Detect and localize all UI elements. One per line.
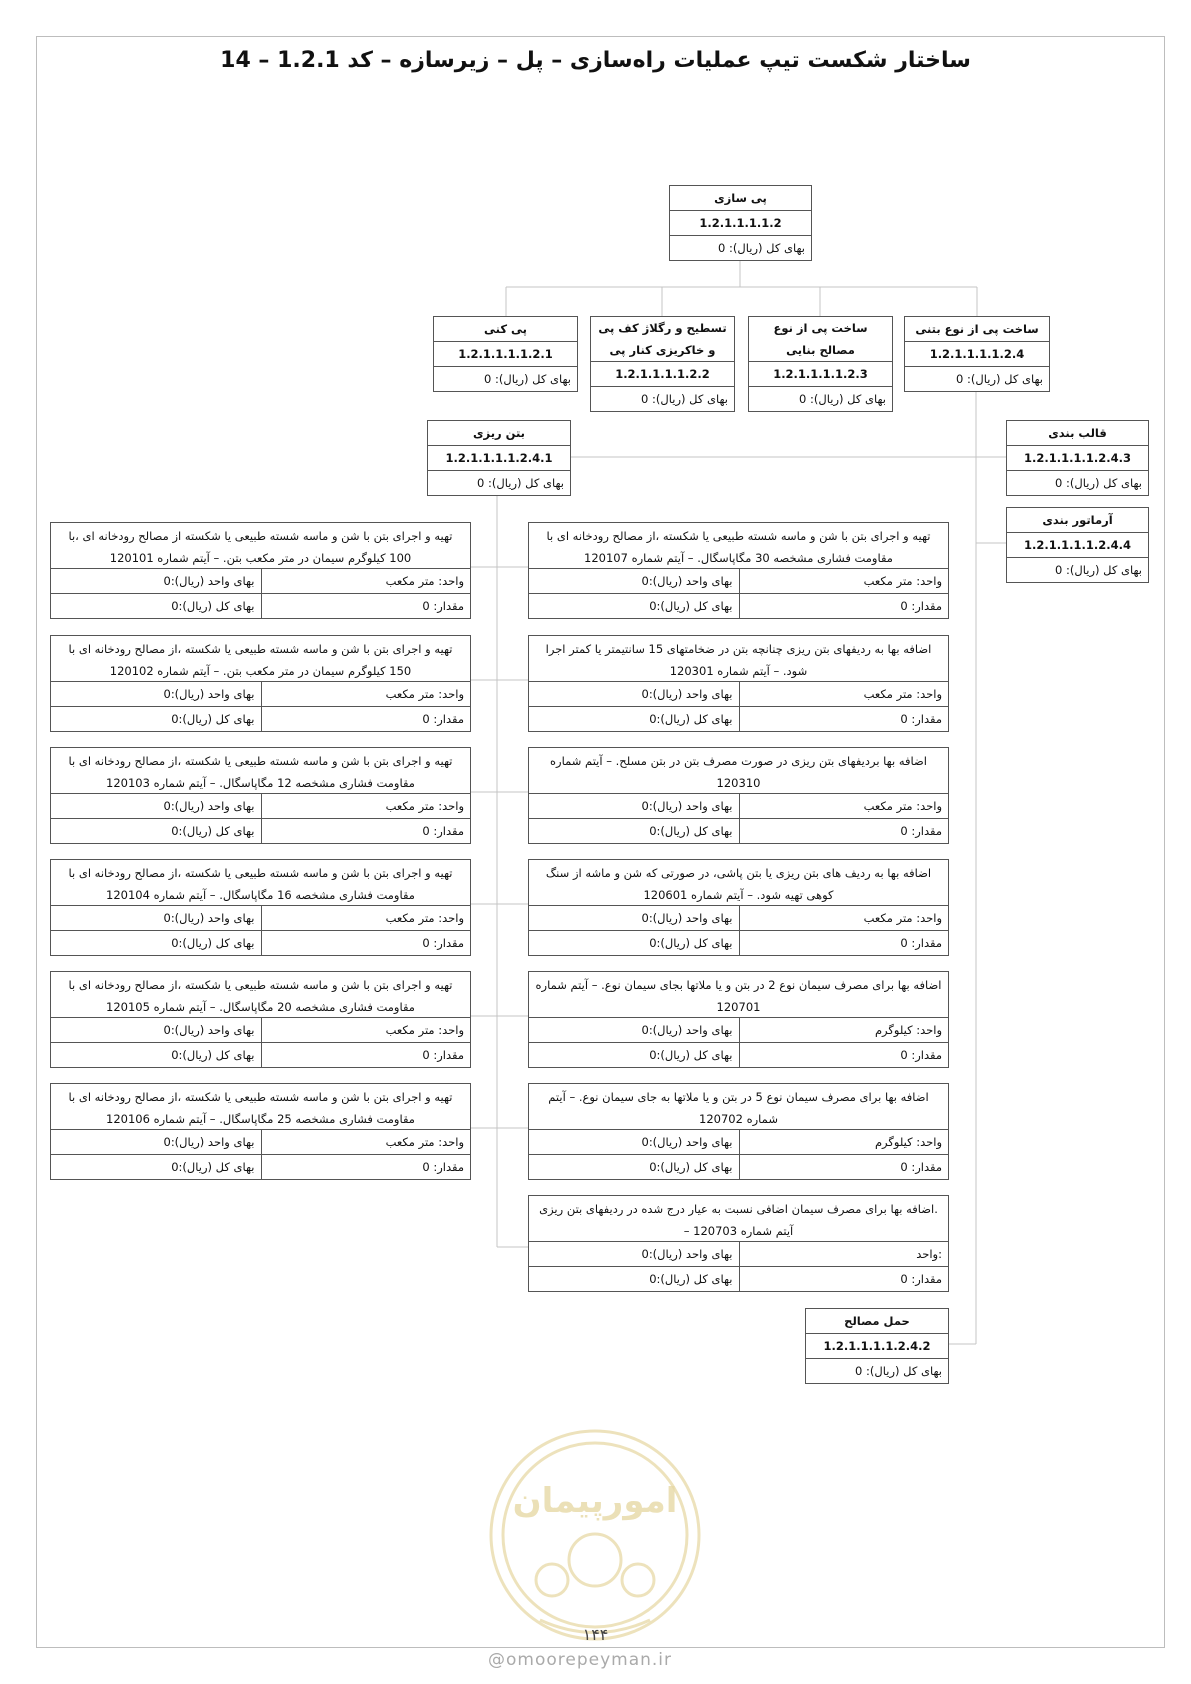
item-description: اضافه بها برای مصرف سیمان نوع 5 در بتن و یا ملاتها به جای سیمان نوع. – آیتم شماره 120702 xyxy=(529,1084,948,1130)
node-name: حمل مصالح xyxy=(806,1309,948,1334)
node-material-transport[interactable] xyxy=(805,1308,949,1384)
item-quantity: مقدار: 0 xyxy=(739,1267,949,1291)
node-price: بهای کل (ریال): 0 xyxy=(799,392,886,406)
item-quantity: مقدار: 0 xyxy=(261,931,471,955)
work-item-120104[interactable] xyxy=(50,859,471,956)
item-unit-price: بهای واحد (ریال):0 xyxy=(641,574,733,588)
item-total-price: بهای کل (ریال):0 xyxy=(649,712,733,726)
node-code: 1.2.1.1.1.1.2.4.2 xyxy=(806,1334,948,1359)
item-unit: واحد: متر مکعب xyxy=(739,794,949,818)
work-item-120301[interactable] xyxy=(528,635,949,732)
node-code: 1.2.1.1.1.1.2 xyxy=(670,211,811,236)
watermark-site: @omoorepeyman.ir xyxy=(488,1650,673,1670)
item-total-price: بهای کل (ریال):0 xyxy=(649,1048,733,1062)
item-description: تهیه و اجرای بتن با شن و ماسه شسته طبیعی یا شکسته ،از مصالح رودخانه ای با مقاومت فشاری مشخصه 16 مگاپاسگال. – آیتم شماره 120104 xyxy=(51,860,470,906)
item-unit-price: بهای واحد (ریال):0 xyxy=(163,1023,255,1037)
node-price: بهای کل (ریال): 0 xyxy=(1055,563,1142,577)
page-title: ساختار شکست تیپ عملیات راه‌سازی – پل – زیرسازه – کد 1.2.1 – 14 xyxy=(220,48,971,73)
item-quantity: مقدار: 0 xyxy=(739,931,949,955)
item-unit: واحد: متر مکعب xyxy=(261,1018,471,1042)
work-item-120102[interactable] xyxy=(50,635,471,732)
item-quantity: مقدار: 0 xyxy=(739,594,949,618)
node-code: 1.2.1.1.1.1.2.4 xyxy=(905,342,1049,367)
watermark-seal xyxy=(480,1420,710,1650)
item-total-price: بهای کل (ریال):0 xyxy=(171,599,255,613)
item-total-price: بهای کل (ریال):0 xyxy=(649,1160,733,1174)
node-code: 1.2.1.1.1.1.2.4.4 xyxy=(1007,533,1148,558)
item-quantity: مقدار: 0 xyxy=(261,1043,471,1067)
item-unit: واحد: متر مکعب xyxy=(261,682,471,706)
work-item-120703[interactable] xyxy=(528,1195,949,1292)
node-name: آرماتور بندی xyxy=(1007,508,1148,533)
item-total-price: بهای کل (ریال):0 xyxy=(171,824,255,838)
node-concreting[interactable] xyxy=(427,420,571,496)
item-total-price: بهای کل (ریال):0 xyxy=(171,936,255,950)
node-rebar[interactable] xyxy=(1006,507,1149,583)
item-quantity: مقدار: 0 xyxy=(261,594,471,618)
item-quantity: مقدار: 0 xyxy=(261,819,471,843)
item-unit-price: بهای واحد (ریال):0 xyxy=(163,911,255,925)
item-total-price: بهای کل (ریال):0 xyxy=(171,712,255,726)
node-foundation[interactable] xyxy=(669,185,812,261)
node-price: بهای کل (ریال): 0 xyxy=(641,392,728,406)
item-description: تهیه و اجرای بتن با شن و ماسه شسته طبیعی یا شکسته ،از مصالح رودخانه ای با مقاومت فشاری مشخصه 20 مگاپاسگال. – آیتم شماره 120105 xyxy=(51,972,470,1018)
page-number: ۱۴۴ xyxy=(582,1625,609,1644)
work-item-120701[interactable] xyxy=(528,971,949,1068)
work-item-120107[interactable] xyxy=(528,522,949,619)
item-unit-price: بهای واحد (ریال):0 xyxy=(641,1135,733,1149)
node-price: بهای کل (ریال): 0 xyxy=(1055,476,1142,490)
node-price: بهای کل (ریال): 0 xyxy=(956,372,1043,386)
node-name: ساخت پی از نوع مصالح بنایی xyxy=(749,317,892,362)
node-name: بتن ریزی xyxy=(428,421,570,446)
item-unit: واحد: متر مکعب xyxy=(261,794,471,818)
item-unit: واحد: متر مکعب xyxy=(261,569,471,593)
item-unit: واحد: کیلوگرم xyxy=(739,1130,949,1154)
item-description: تهیه و اجرای بتن با شن و ماسه شسته طبیعی یا شکسته ،از مصالح رودخانه ای با مقاومت فشاری مشخصه 12 مگاپاسگال. – آیتم شماره 120103 xyxy=(51,748,470,794)
node-leveling-backfill[interactable] xyxy=(590,316,735,412)
item-unit-price: بهای واحد (ریال):0 xyxy=(641,799,733,813)
item-description: اضافه بها به ردیف های بتن ریزی یا بتن پاشی، در صورتی که شن و ماشه از سنگ کوهی تهیه شود. – آیتم شماره 120601 xyxy=(529,860,948,906)
item-total-price: بهای کل (ریال):0 xyxy=(171,1160,255,1174)
item-quantity: مقدار: 0 xyxy=(739,707,949,731)
item-description: تهیه و اجرای بتن با شن و ماسه شسته طبیعی یا شکسته ،از مصالح رودخانه ای با مقاومت فشاری مشخصه 30 مگاپاسگال. – آیتم شماره 120107 xyxy=(529,523,948,569)
node-name: پی کنی xyxy=(434,317,577,342)
watermark-text: امورپیمان xyxy=(512,1481,678,1521)
item-description: تهیه و اجرای بتن با شن و ماسه شسته طبیعی یا شکسته ،از مصالح رودخانه ای با مقاومت فشاری مشخصه 25 مگاپاسگال. – آیتم شماره 120106 xyxy=(51,1084,470,1130)
node-code: 1.2.1.1.1.1.2.1 xyxy=(434,342,577,367)
item-unit: واحد: کیلوگرم xyxy=(739,1018,949,1042)
item-unit-price: بهای واحد (ریال):0 xyxy=(641,911,733,925)
node-code: 1.2.1.1.1.1.2.2 xyxy=(591,362,734,387)
node-concrete-foundation[interactable] xyxy=(904,316,1050,392)
item-description: تهیه و اجرای بتن با شن و ماسه شسته طبیعی یا شکسته از مصالح رودخانه ای ،با 100 کیلوگرم سیمان در متر مکعب بتن. – آیتم شماره 120101 xyxy=(51,523,470,569)
item-total-price: بهای کل (ریال):0 xyxy=(649,599,733,613)
item-total-price: بهای کل (ریال):0 xyxy=(649,1272,733,1286)
node-name: تسطیح و رگلاژ کف پی و خاکریزی کنار پی xyxy=(591,317,734,362)
item-unit: واحد: متر مکعب xyxy=(261,1130,471,1154)
work-item-120106[interactable] xyxy=(50,1083,471,1180)
item-quantity: مقدار: 0 xyxy=(739,1155,949,1179)
item-unit: واحد: متر مکعب xyxy=(739,906,949,930)
item-quantity: مقدار: 0 xyxy=(261,707,471,731)
item-unit-price: بهای واحد (ریال):0 xyxy=(163,687,255,701)
work-item-120105[interactable] xyxy=(50,971,471,1068)
node-code: 1.2.1.1.1.1.2.4.1 xyxy=(428,446,570,471)
item-unit: واحد: متر مکعب xyxy=(739,682,949,706)
item-description: .اضافه بها برای مصرف سیمان اضافی نسبت به عیار درج شده در ردیفهای بتن ریزی آیتم شماره 120703 – xyxy=(529,1196,948,1242)
node-name: پی سازی xyxy=(670,186,811,211)
item-total-price: بهای کل (ریال):0 xyxy=(649,824,733,838)
item-quantity: مقدار: 0 xyxy=(739,1043,949,1067)
work-item-120103[interactable] xyxy=(50,747,471,844)
work-item-120101[interactable] xyxy=(50,522,471,619)
item-unit-price: بهای واحد (ریال):0 xyxy=(163,1135,255,1149)
item-unit: :واحد xyxy=(739,1242,949,1266)
item-total-price: بهای کل (ریال):0 xyxy=(649,936,733,950)
node-price: بهای کل (ریال): 0 xyxy=(718,241,805,255)
item-unit-price: بهای واحد (ریال):0 xyxy=(163,799,255,813)
item-description: اضافه بها برای مصرف سیمان نوع 2 در بتن و یا ملاتها بجای سیمان نوع. – آیتم شماره 120701 xyxy=(529,972,948,1018)
item-unit-price: بهای واحد (ریال):0 xyxy=(641,1023,733,1037)
item-unit-price: بهای واحد (ریال):0 xyxy=(641,687,733,701)
node-formwork[interactable] xyxy=(1006,420,1149,496)
item-quantity: مقدار: 0 xyxy=(261,1155,471,1179)
node-price: بهای کل (ریال): 0 xyxy=(484,372,571,386)
node-name: قالب بندی xyxy=(1007,421,1148,446)
node-price: بهای کل (ریال): 0 xyxy=(477,476,564,490)
node-excavation[interactable] xyxy=(433,316,578,392)
item-description: تهیه و اجرای بتن با شن و ماسه شسته طبیعی یا شکسته ،از مصالح رودخانه ای با 150 کیلوگرم سیمان در متر مکعب بتن. – آیتم شماره 120102 xyxy=(51,636,470,682)
work-item-120702[interactable] xyxy=(528,1083,949,1180)
work-item-120310[interactable] xyxy=(528,747,949,844)
item-total-price: بهای کل (ریال):0 xyxy=(171,1048,255,1062)
item-unit: واحد: متر مکعب xyxy=(739,569,949,593)
node-code: 1.2.1.1.1.1.2.3 xyxy=(749,362,892,387)
node-name: ساخت پی از نوع بتنی xyxy=(905,317,1049,342)
work-item-120601[interactable] xyxy=(528,859,949,956)
item-description: اضافه بها بردیفهای بتن ریزی در صورت مصرف بتن در بتن مسلح. – آیتم شماره 120310 xyxy=(529,748,948,794)
item-unit-price: بهای واحد (ریال):0 xyxy=(641,1247,733,1261)
node-code: 1.2.1.1.1.1.2.4.3 xyxy=(1007,446,1148,471)
item-quantity: مقدار: 0 xyxy=(739,819,949,843)
node-price: بهای کل (ریال): 0 xyxy=(855,1364,942,1378)
item-description: اضافه بها به ردیفهای بتن ریزی چنانچه بتن در ضخامتهای 15 سانتیمتر یا کمتر اجرا شود. – آیتم شماره 120301 xyxy=(529,636,948,682)
item-unit: واحد: متر مکعب xyxy=(261,906,471,930)
item-unit-price: بهای واحد (ریال):0 xyxy=(163,574,255,588)
node-masonry-foundation[interactable] xyxy=(748,316,893,412)
